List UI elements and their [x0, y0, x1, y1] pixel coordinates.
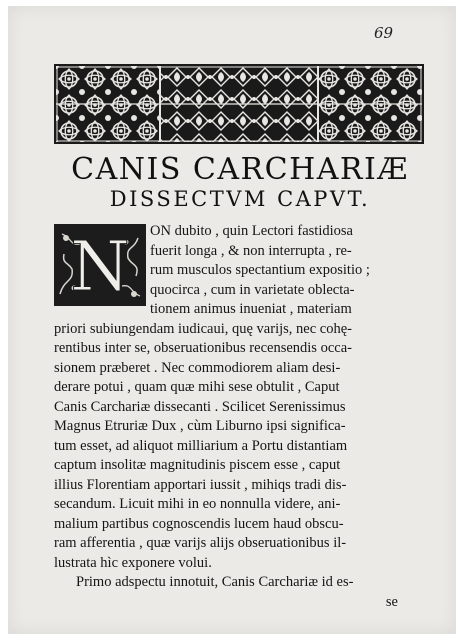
text-line: lustrata hìc exponere volui.: [54, 554, 212, 571]
text-line: derare potui , quam quæ mihi sese obtulit , Caput: [54, 379, 340, 395]
text-line: quocirca , cum in varietate oblecta-: [150, 281, 355, 298]
book-page: [8, 6, 456, 634]
drop-cap-letter: N: [70, 228, 130, 306]
text-line: secandum. Licuit mihi in eo nonnulla videre, ani-: [54, 496, 341, 512]
text-line: malium partibus cognoscendis lucem haud obscu-: [54, 515, 344, 532]
text-line: rum musculos spectantium expositio ;: [150, 262, 370, 278]
text-line: tum esset, ad aliquot milliarium a Portu distantiam: [54, 437, 348, 454]
catchword: se: [385, 593, 398, 610]
text-line: priori subiungendam iudicaui, quę varijs, nec cohę-: [54, 320, 352, 337]
text-line: tionem animus inueniat , materiam: [150, 301, 352, 317]
text-line: Primo adspectu innotuit, Canis Carchariæ id es-: [76, 574, 354, 590]
text-line: sionem præberet . Nec commodiorem aliam desi-: [54, 359, 341, 376]
text-line: rentibus inter se, obseruationibus recensendis occa-: [54, 340, 352, 356]
text-line: Canis Carchariæ dissecanti . Scilicet Serenissimus: [54, 398, 346, 415]
decorative-headpiece: [54, 64, 424, 144]
text-line: captum insolitæ magnitudinis piscem esse , caput: [54, 457, 341, 473]
page-number: 69: [374, 24, 394, 42]
text-line: fuerit longa , & non interrupta , re-: [150, 242, 352, 259]
text-line: ON dubito , quin Lectori fastidiosa: [150, 223, 353, 239]
body-text: [54, 222, 420, 612]
chapter-title: CANIS CARCHARIÆ: [71, 152, 409, 187]
text-line: Magnus Etruriæ Dux , cùm Liburno ipsi significa-: [54, 418, 346, 434]
text-line: illius Florentiam apportari iussit , mihiqs tradi dis-: [54, 476, 347, 493]
headpiece-ornament-icon: [56, 66, 422, 142]
text-line: ram afferentia , quæ varijs alijs obseruationibus il-: [54, 535, 347, 551]
chapter-subtitle: DISSECTVM CAPVT.: [109, 187, 371, 211]
